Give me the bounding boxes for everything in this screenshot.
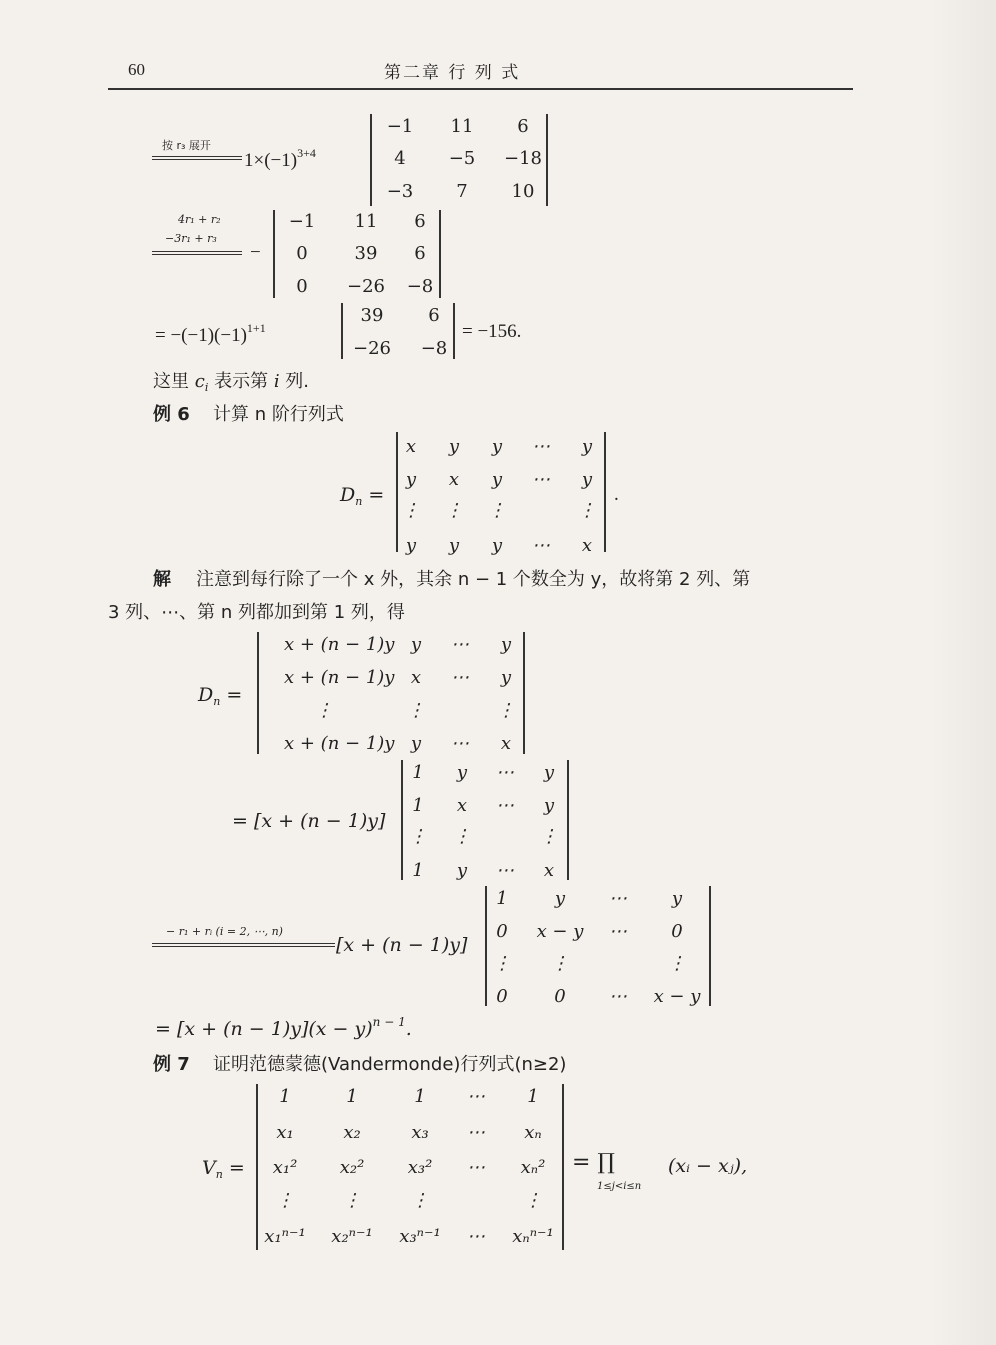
matrix-cell: ⋮ bbox=[524, 1190, 542, 1211]
matrix-cell: ⋮ bbox=[453, 826, 471, 847]
matrix-cell: ⋯ bbox=[496, 762, 514, 783]
matrix-cell: ⋯ bbox=[467, 1157, 485, 1178]
matrix-cell: xₙⁿ⁻¹ bbox=[512, 1226, 554, 1247]
matrix-cell: ⋯ bbox=[467, 1122, 485, 1143]
matrix-cell: x bbox=[543, 860, 555, 881]
matrix-cell: ⋯ bbox=[451, 733, 469, 754]
matrix-cell: ⋮ bbox=[276, 1190, 294, 1211]
matrix-cell: −1 bbox=[386, 116, 414, 137]
matrix-cell: ⋯ bbox=[532, 436, 550, 457]
sol3-op-label: − r₁ + rᵢ (i = 2, ⋯, n) bbox=[166, 925, 283, 938]
step1-eq-rule bbox=[152, 156, 242, 160]
example7-label: 例 7 bbox=[153, 1054, 190, 1075]
matrix-cell: y bbox=[491, 469, 503, 490]
matrix-cell: ⋯ bbox=[609, 986, 627, 1007]
matrix-cell: x − y bbox=[536, 921, 584, 942]
matrix-cell: ⋮ bbox=[407, 700, 425, 721]
matrix-cell: ⋯ bbox=[467, 1226, 485, 1247]
matrix-cell: x₃ⁿ⁻¹ bbox=[399, 1226, 441, 1247]
matrix-cell: 0 bbox=[296, 276, 308, 297]
matrix-cell: ⋮ bbox=[540, 826, 558, 847]
sol1-det-left bbox=[257, 632, 259, 754]
matrix-cell: xₙ bbox=[524, 1122, 542, 1143]
matrix-cell: 1 bbox=[414, 1086, 426, 1107]
matrix-cell: ⋮ bbox=[315, 700, 333, 721]
matrix-cell: y bbox=[491, 436, 503, 457]
matrix-cell: x₂ bbox=[343, 1122, 361, 1143]
matrix-cell: −26 bbox=[347, 276, 385, 297]
matrix-cell: 1 bbox=[412, 795, 424, 816]
matrix-cell: ⋮ bbox=[551, 953, 569, 974]
matrix-cell: y bbox=[500, 667, 512, 688]
matrix-cell: ⋮ bbox=[578, 500, 596, 521]
matrix-cell: 6 bbox=[414, 243, 426, 264]
matrix-cell: 39 bbox=[360, 305, 384, 326]
example6-text: 计算 n 阶行列式 bbox=[213, 404, 344, 425]
matrix-cell: y bbox=[456, 860, 468, 881]
matrix-cell: ⋯ bbox=[467, 1086, 485, 1107]
matrix-cell: x bbox=[581, 535, 593, 556]
solution-line1: 注意到每行除了一个 x 外，其余 n − 1 个数全为 y，故将第 2 列、第 bbox=[196, 569, 751, 590]
matrix-cell: ⋮ bbox=[668, 953, 686, 974]
step3-result: = −156. bbox=[462, 321, 522, 342]
matrix-cell: 6 bbox=[428, 305, 440, 326]
chapter-title: 第二章 行 列 式 bbox=[384, 63, 521, 83]
matrix-cell: 7 bbox=[456, 181, 468, 202]
matrix-cell: 10 bbox=[511, 181, 535, 202]
step2-eq-rule bbox=[152, 251, 242, 255]
matrix-cell: ⋮ bbox=[411, 1190, 429, 1211]
matrix-cell: 1 bbox=[527, 1086, 539, 1107]
note-line: 这里 $c_i$ 表示第 i 列. bbox=[153, 371, 310, 394]
matrix-cell: x bbox=[405, 436, 417, 457]
matrix-cell: x − y bbox=[653, 986, 701, 1007]
matrix-cell: y bbox=[448, 436, 460, 457]
step2-op-line2: −3r₁ + r₃ bbox=[165, 232, 217, 245]
matrix-cell: ⋯ bbox=[451, 667, 469, 688]
matrix-cell: 6 bbox=[414, 211, 426, 232]
matrix-cell: x₁ bbox=[276, 1122, 294, 1143]
step2-op-line1: 4r₁ + r₂ bbox=[178, 213, 221, 226]
page-number: 60 bbox=[128, 60, 145, 79]
matrix-cell: 0 bbox=[296, 243, 308, 264]
matrix-cell: 39 bbox=[354, 243, 378, 264]
example7-rhs: = ∏ bbox=[572, 1150, 615, 1175]
example6-label: 例 6 bbox=[153, 404, 190, 425]
matrix-cell: −26 bbox=[353, 338, 391, 359]
matrix-cell: y bbox=[491, 535, 503, 556]
matrix-cell: y bbox=[671, 888, 683, 909]
matrix-cell: ⋯ bbox=[609, 888, 627, 909]
example7-prod-term: (xᵢ − xⱼ), bbox=[668, 1155, 748, 1177]
matrix-cell: x bbox=[448, 469, 460, 490]
step3-prefix: = $-(-1)(-1)^{1+1}$ bbox=[155, 321, 266, 346]
step1-op-label: 按 r₃ 展开 bbox=[162, 139, 211, 152]
matrix-cell: ⋮ bbox=[497, 700, 515, 721]
matrix-cell: 1 bbox=[346, 1086, 358, 1107]
matrix-cell: −8 bbox=[420, 338, 448, 359]
matrix-cell: xₙ² bbox=[520, 1157, 546, 1178]
matrix-cell: x bbox=[456, 795, 468, 816]
sol1-lhs: $D_n$ = bbox=[198, 684, 243, 708]
matrix-cell: x bbox=[410, 667, 422, 688]
matrix-cell: x₂² bbox=[339, 1157, 365, 1178]
sol-result: = $[x + (n - 1)y](x - y)^{n - 1}$. bbox=[155, 1015, 412, 1040]
matrix-cell: 4 bbox=[394, 148, 406, 169]
matrix-cell: y bbox=[448, 535, 460, 556]
matrix-cell: ⋮ bbox=[445, 500, 463, 521]
step1-prefix: $1\times(-1)^{3+4}$ bbox=[244, 146, 316, 171]
matrix-cell: −3 bbox=[386, 181, 414, 202]
matrix-cell: y bbox=[405, 469, 417, 490]
page-edge-shade bbox=[930, 0, 996, 1345]
header-rule bbox=[108, 88, 853, 90]
matrix-cell: −8 bbox=[406, 276, 434, 297]
matrix-cell: x + (n − 1)y bbox=[284, 634, 395, 655]
example6-lhs: $D_n$ = bbox=[340, 484, 385, 508]
matrix-cell: x₃² bbox=[407, 1157, 433, 1178]
matrix-cell: −18 bbox=[504, 148, 542, 169]
matrix-cell: x₁² bbox=[272, 1157, 298, 1178]
example7-text: 证明范德蒙德(Vandermonde)行列式(n≥2) bbox=[213, 1054, 567, 1075]
matrix-cell: y bbox=[405, 535, 417, 556]
matrix-cell: 0 bbox=[671, 921, 683, 942]
matrix-cell: 11 bbox=[354, 211, 378, 232]
matrix-cell: ⋯ bbox=[496, 795, 514, 816]
example6-tail: . bbox=[614, 484, 619, 505]
solution-line2: 3 列、⋯、第 n 列都加到第 1 列，得 bbox=[108, 602, 405, 623]
matrix-cell: x₂ⁿ⁻¹ bbox=[331, 1226, 373, 1247]
matrix-cell: x + (n − 1)y bbox=[284, 667, 395, 688]
matrix-cell: −1 bbox=[288, 211, 316, 232]
example7-lhs: $V_n$ = bbox=[202, 1157, 245, 1181]
matrix-cell: ⋯ bbox=[532, 469, 550, 490]
matrix-cell: 1 bbox=[496, 888, 508, 909]
matrix-cell: −5 bbox=[448, 148, 476, 169]
matrix-cell: x₃ bbox=[411, 1122, 429, 1143]
matrix-cell: ⋯ bbox=[609, 921, 627, 942]
matrix-cell: ⋮ bbox=[343, 1190, 361, 1211]
matrix-cell: ⋯ bbox=[496, 860, 514, 881]
matrix-cell: ⋯ bbox=[532, 535, 550, 556]
matrix-cell: y bbox=[456, 762, 468, 783]
matrix-cell: ⋮ bbox=[402, 500, 420, 521]
example7-prod-range: 1≤j<i≤n bbox=[597, 1181, 642, 1192]
matrix-cell: y bbox=[500, 634, 512, 655]
matrix-cell: y bbox=[410, 634, 422, 655]
matrix-cell: ⋯ bbox=[451, 634, 469, 655]
matrix-cell: x₁ⁿ⁻¹ bbox=[264, 1226, 306, 1247]
solution-label: 解 bbox=[153, 569, 171, 590]
matrix-cell: ⋮ bbox=[409, 826, 427, 847]
matrix-cell: y bbox=[543, 762, 555, 783]
sol2-prefix: = [x + (n − 1)y] bbox=[232, 810, 386, 832]
matrix-cell: 0 bbox=[554, 986, 566, 1007]
matrix-cell: y bbox=[581, 469, 593, 490]
matrix-cell: 6 bbox=[517, 116, 529, 137]
matrix-cell: 11 bbox=[450, 116, 474, 137]
matrix-cell: ⋮ bbox=[488, 500, 506, 521]
matrix-cell: 0 bbox=[496, 986, 508, 1007]
matrix-cell: 1 bbox=[279, 1086, 291, 1107]
matrix-cell: 1 bbox=[412, 762, 424, 783]
step2-prefix: − bbox=[250, 242, 261, 263]
matrix-cell: y bbox=[410, 733, 422, 754]
matrix-cell: x bbox=[500, 733, 512, 754]
sol3-eq-rule bbox=[152, 943, 335, 947]
matrix-cell: y bbox=[554, 888, 566, 909]
matrix-cell: 0 bbox=[496, 921, 508, 942]
matrix-cell: y bbox=[581, 436, 593, 457]
matrix-cell: y bbox=[543, 795, 555, 816]
matrix-cell: ⋮ bbox=[493, 953, 511, 974]
matrix-cell: 1 bbox=[412, 860, 424, 881]
sol3-prefix: [x + (n − 1)y] bbox=[336, 934, 468, 956]
matrix-cell: x + (n − 1)y bbox=[284, 733, 395, 754]
